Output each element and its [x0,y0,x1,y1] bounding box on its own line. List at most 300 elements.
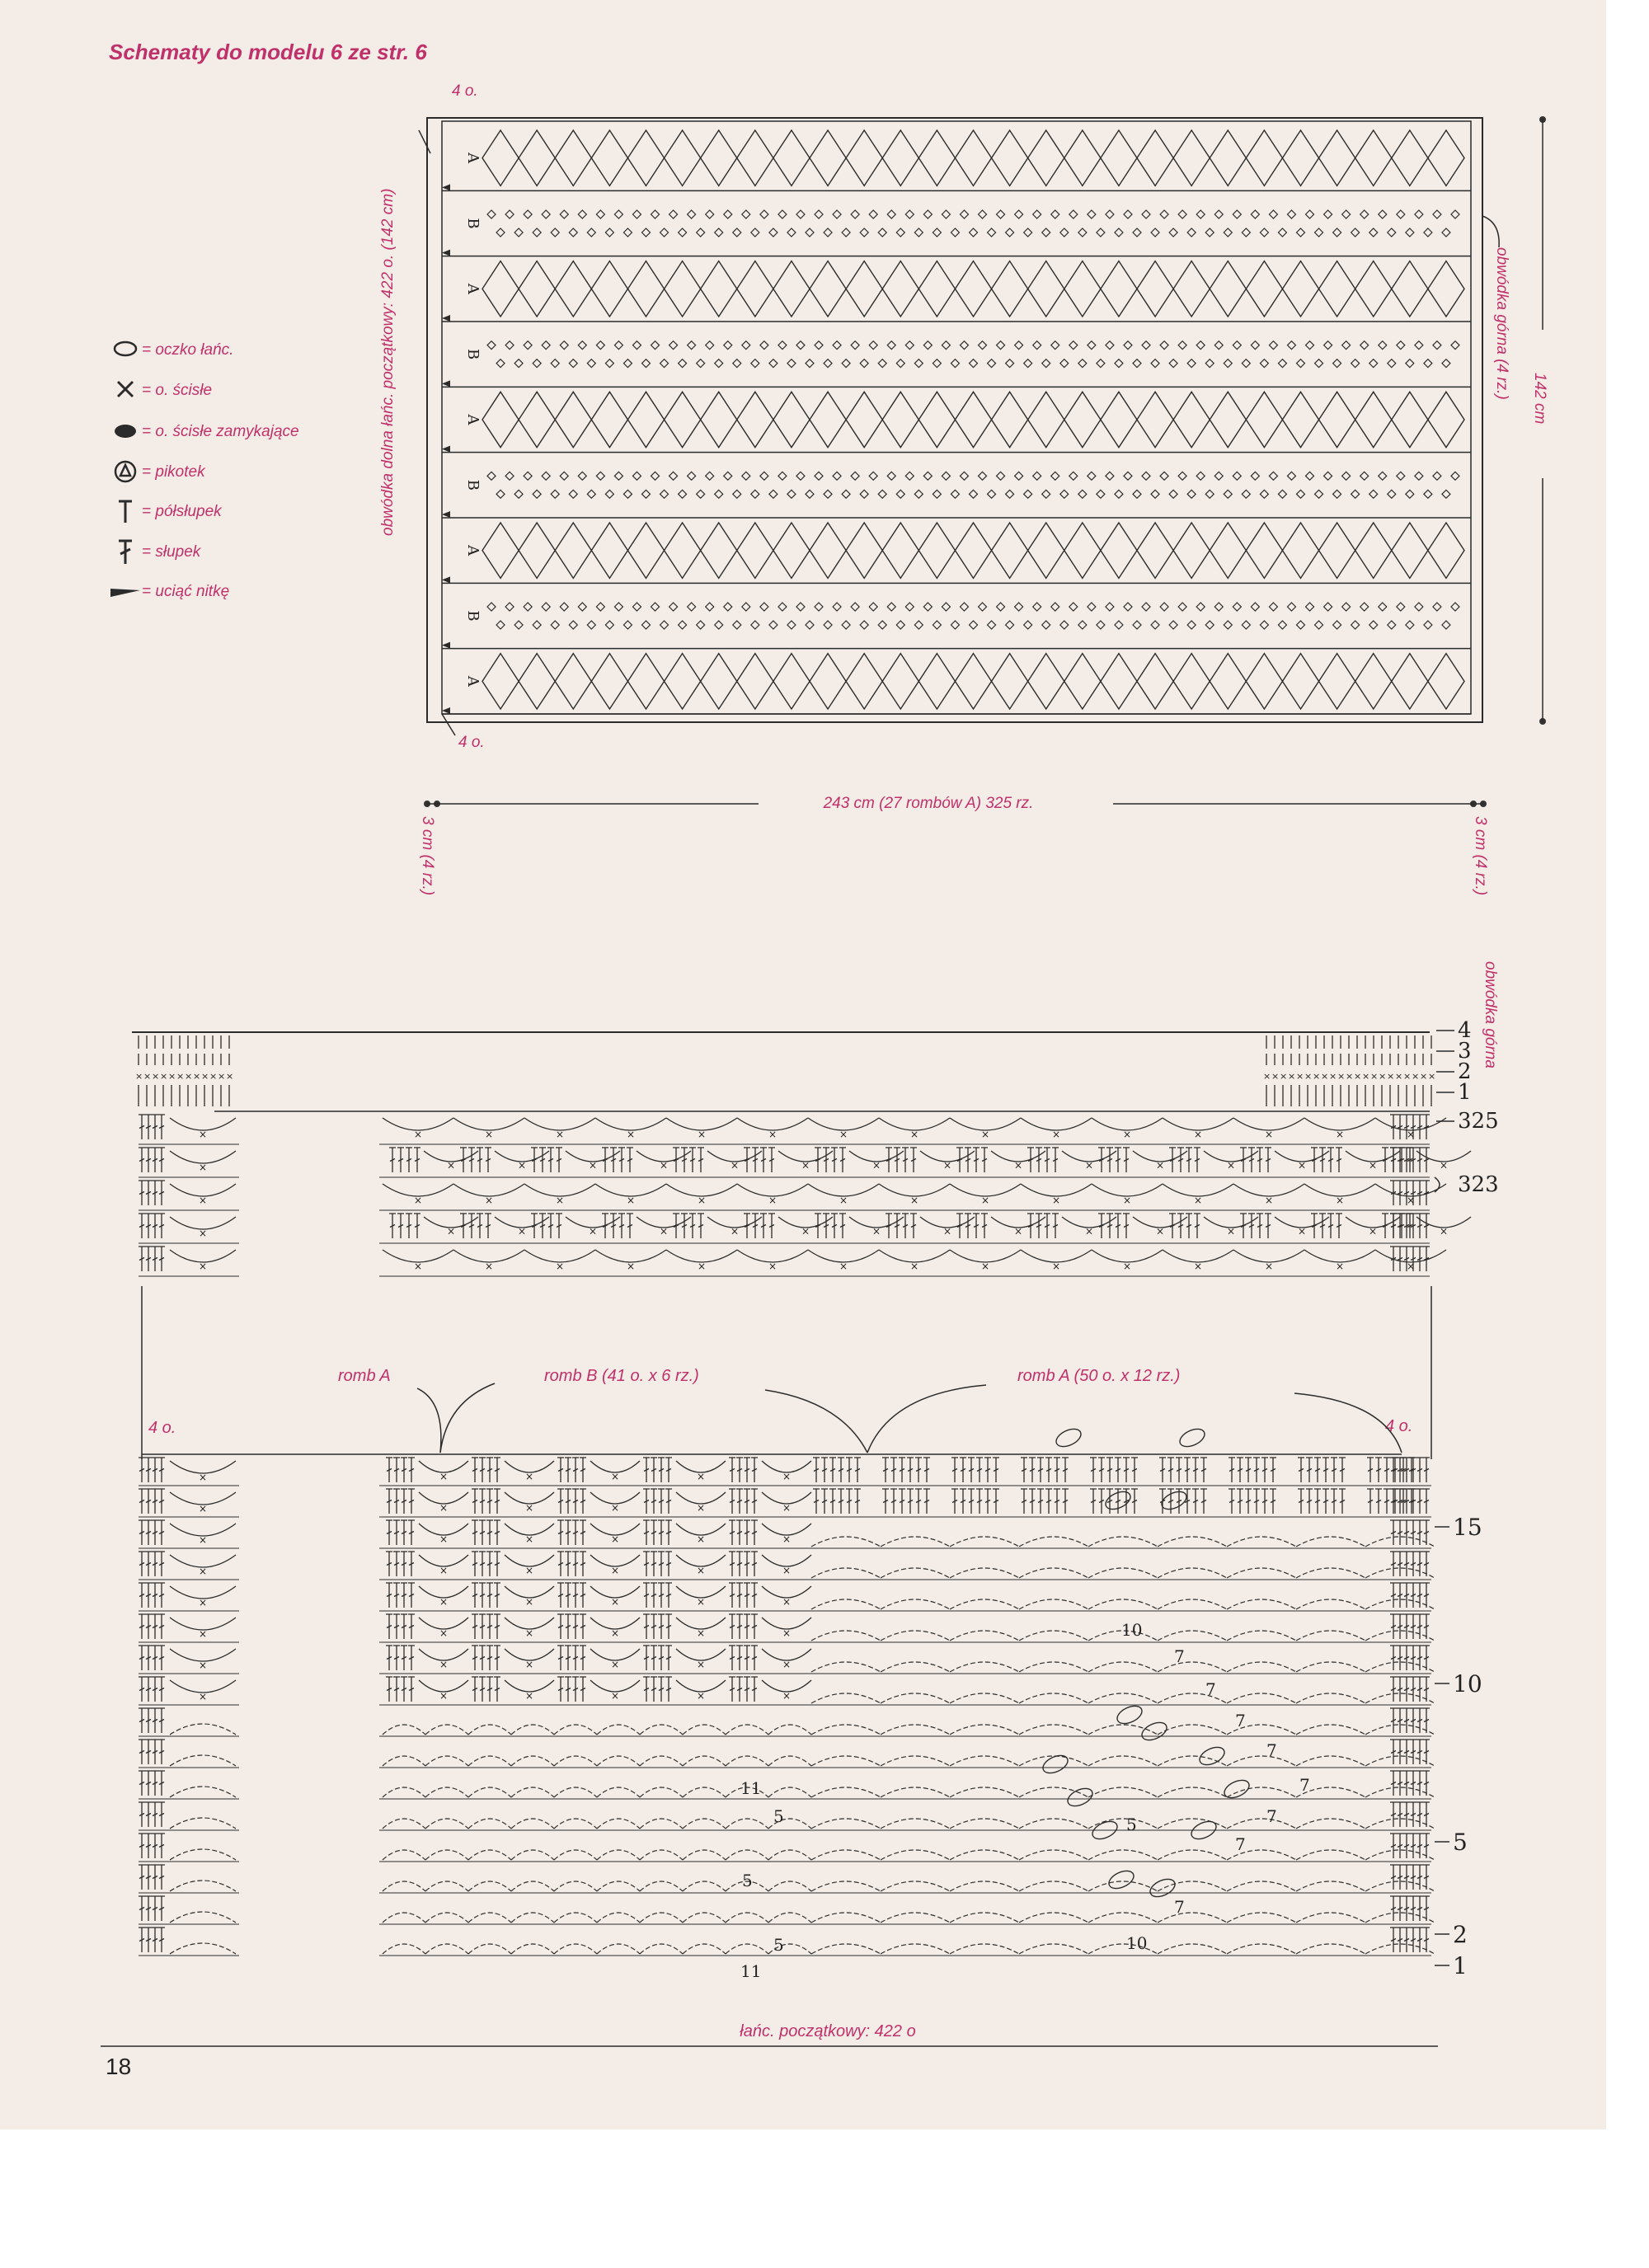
stitch-mark [468,1850,511,1860]
stitch-mark [401,1552,407,1576]
stitch-mark [1423,1148,1430,1172]
romb-b-pattern [1242,621,1250,629]
cut-thread-icon [110,589,140,597]
romb-b-pattern [669,210,678,218]
romb-b-pattern [1242,359,1250,368]
romb-b-pattern [796,341,805,350]
stitch-mark [472,1614,478,1639]
stitch-mark [572,1552,579,1576]
stitch-mark [397,1148,404,1172]
inner-number: 7 [1205,1679,1216,1699]
stitch-mark [557,1458,564,1482]
romb-b-pattern [979,341,987,350]
stitch-mark [1194,1148,1200,1172]
stitch-mark [894,1214,900,1238]
stitch-mark: × [839,1129,848,1140]
romb-b-pattern [860,228,868,237]
stitch-mark [494,1489,500,1514]
stitch-mark [1036,1214,1042,1238]
romb-b-pattern [632,472,641,480]
stitch-mark [683,1944,726,1954]
stitch-mark [838,1458,844,1482]
romb-b-pattern [1015,341,1023,350]
romb-b-pattern [1351,490,1360,498]
stitch-mark [726,1756,768,1766]
stitch-mark [158,1458,165,1482]
strip-arrow [442,576,450,583]
stitch-mark [597,1850,640,1860]
inner-number: 5 [742,1871,753,1890]
romb-b-pattern [923,210,932,218]
strip-arrow [442,315,450,322]
row-number: 325 [1458,1109,1499,1134]
stitch-mark [1227,1599,1296,1609]
stitch-mark [158,1677,165,1702]
romb-b-pattern [587,490,595,498]
romb-b-pattern [1388,228,1396,237]
romb-b-pattern [951,490,959,498]
stitch-mark: × [1052,1129,1061,1140]
stitch-mark [854,1458,861,1482]
detail-top-section [132,961,1499,1459]
stitch-mark [768,1756,811,1766]
stitch-mark: × [697,1470,706,1482]
stitch-mark [1416,1865,1423,1890]
stitch-mark [1184,1458,1191,1482]
legend-label: = pikotek [142,463,205,481]
romb-b-pattern [651,341,660,350]
stitch-mark [1390,1740,1397,1764]
stitch-mark [1245,1458,1252,1482]
stitch-mark [1416,1458,1423,1482]
stitch-mark: × [731,1225,740,1237]
romb-b-pattern [1133,621,1141,629]
romb-b-pattern [688,603,696,611]
leaf-mark [1054,1425,1084,1450]
stitch-mark [386,1552,392,1576]
romb-a-pattern [482,261,1464,317]
stitch-mark: × [439,1595,449,1608]
romb-b-pattern [1142,603,1150,611]
romb-b-pattern [614,210,622,218]
stitch-mark: × [1403,1071,1412,1082]
stitch-mark [1390,1771,1397,1796]
stitch-mark: × [1370,1071,1379,1082]
romb-b-pattern [524,603,532,611]
stitch-mark [811,1662,881,1672]
stitch-mark [145,1148,152,1172]
stitch-mark [993,1489,999,1514]
stitch-mark [950,1913,1019,1923]
stitch-mark [597,1787,640,1797]
stitch-mark [1088,1819,1158,1829]
stitch-mark [1158,1944,1227,1954]
stitch-mark: × [152,1071,160,1082]
stitch-mark [736,1458,743,1482]
romb-b-pattern [551,359,559,368]
stitch-mark [1115,1458,1121,1482]
romb-b-pattern [997,210,1005,218]
stitch-mark [486,1520,493,1545]
stitch-mark: × [1395,1071,1403,1082]
romb-b-pattern [860,621,868,629]
stitch-mark [393,1552,400,1576]
row-number: 5 [1453,1829,1468,1856]
stitch-mark [393,1677,400,1702]
leaf-mark [1222,1777,1252,1801]
stitch-mark [811,1787,881,1797]
stitch-mark [1403,1802,1410,1827]
romb-b-pattern [878,490,886,498]
stitch-mark [1322,1489,1329,1514]
stitch-mark [572,1614,579,1639]
stitch-mark [881,1599,950,1609]
romb-b-pattern [1278,228,1286,237]
stitch-mark [1306,1489,1313,1514]
romb-b-pattern [1360,210,1369,218]
romb-b-pattern [733,490,741,498]
stitch-mark: × [199,1228,208,1239]
stitch-mark [494,1583,500,1608]
stitch-mark [1200,1458,1207,1482]
romb-b-pattern [1051,210,1059,218]
stitch-mark [881,1662,950,1672]
stitch-mark: × [1440,1225,1449,1237]
stitch-mark [557,1552,564,1576]
stitch-mark [511,1913,554,1923]
romb-b-pattern [887,210,895,218]
stitch-mark [976,1458,983,1482]
inner-number: 10 [1121,1620,1143,1640]
romb-b-pattern [1142,341,1150,350]
stitch-mark [152,1552,158,1576]
stitch-mark [572,1489,579,1514]
romb-b-pattern [1369,359,1378,368]
stitch-mark [960,1458,966,1482]
romb-b-pattern [1333,228,1341,237]
stitch-mark [580,1614,586,1639]
stitch-mark [1410,1583,1416,1608]
stitch-mark [881,1881,950,1891]
stitch-mark [572,1458,579,1482]
romb-b-pattern [896,359,904,368]
stitch-mark [1227,1881,1296,1891]
stitch-mark [572,1520,579,1545]
stitch-mark: × [485,1261,494,1272]
stitch-mark: × [910,1195,919,1206]
stitch-mark [1194,1214,1200,1238]
stitch-mark: × [525,1533,534,1545]
stitch-mark: × [525,1627,534,1639]
stitch-mark [511,1819,554,1829]
stitch-mark [829,1458,836,1482]
stitch-mark [145,1802,152,1827]
romb-b-pattern [596,472,604,480]
stitch-mark: × [1280,1071,1288,1082]
stitch-mark [643,1552,650,1576]
romb-b-pattern [951,621,959,629]
stitch-mark [572,1677,579,1702]
romb-b-pattern [1133,490,1141,498]
stitch-mark: × [782,1501,792,1514]
stitch-mark [145,1583,152,1608]
stitch-mark: × [1387,1071,1395,1082]
stitch-mark: × [199,1261,208,1272]
stitch-mark [572,1583,579,1608]
romb-b-pattern [1205,490,1214,498]
romb-b-pattern [1233,603,1241,611]
stitch-mark [1403,1896,1410,1921]
romb-b-pattern [742,603,750,611]
romb-b-pattern [1278,490,1286,498]
stitch-mark [1416,1583,1423,1608]
romb-b-pattern [1333,359,1341,368]
stitch-mark [1019,1662,1088,1672]
stitch-mark: × [872,1159,881,1172]
inner-number: 5 [773,1935,784,1955]
romb-b-pattern [833,603,841,611]
romb-b-pattern [1169,621,1177,629]
stitch-mark: × [1407,1129,1416,1140]
stitch-mark [744,1614,750,1639]
stitch-mark [565,1677,571,1702]
romb-b-pattern [1233,472,1241,480]
romb-b-pattern [623,359,632,368]
stitch-mark [554,1819,597,1829]
stitch-mark: × [697,1658,706,1670]
stitch-mark: × [1321,1071,1329,1082]
romb-b-pattern [724,341,732,350]
romb-b-pattern [742,210,750,218]
stitch-mark [838,1489,844,1514]
legend-label: = uciąć nitkę [142,583,230,600]
stitch-mark [1314,1458,1321,1482]
romb-b-pattern [697,621,705,629]
romb-b-pattern [1115,359,1123,368]
stitch-mark [751,1458,758,1482]
stitch-mark [580,1646,586,1670]
stitch-mark [511,1756,554,1766]
stitch-mark [479,1677,486,1702]
romb-b-pattern [1015,603,1023,611]
strip-arrow [442,707,450,714]
romb-b-pattern [733,228,741,237]
romb-b-pattern [923,603,932,611]
stitch-mark [1098,1458,1105,1482]
stitch-mark [1416,1928,1423,1952]
stitch-mark [597,1944,640,1954]
stitch-mark [1397,1646,1403,1670]
romb-b-pattern [833,210,841,218]
stitch-mark [580,1520,586,1545]
romb-b-pattern [869,472,877,480]
romb-b-pattern [988,228,996,237]
stitch-mark: × [611,1564,620,1576]
romb-b-pattern [688,472,696,480]
stitch-mark: × [1123,1261,1132,1272]
stitch-mark [1245,1489,1252,1514]
romb-b-pattern [1033,603,1041,611]
stitch-mark [408,1677,415,1702]
romb-b-pattern [851,341,859,350]
stitch-mark [993,1458,999,1482]
romb-b-pattern [751,359,759,368]
stitch-mark [752,1148,759,1172]
stitch-mark [425,1850,468,1860]
stitch-mark [139,1115,145,1139]
stitch-mark [882,1458,889,1482]
stitch-mark [1403,1865,1410,1890]
romb-b-pattern [1306,472,1314,480]
stitch-mark [923,1489,930,1514]
stitch-mark [811,1631,881,1641]
stitch-mark: × [1265,1195,1274,1206]
romb-b-pattern [1415,210,1423,218]
stitch-mark [658,1489,665,1514]
stitch-mark [580,1677,586,1702]
stitch-mark [158,1148,165,1172]
romb-b-pattern [487,210,496,218]
romb-b-pattern [1024,621,1032,629]
romb-b-pattern [970,621,978,629]
stitch-mark [145,1646,152,1670]
stitch-mark: × [697,1533,706,1545]
romb-b-pattern [1214,603,1223,611]
stitch-mark [1227,1662,1296,1672]
stitch-mark [1416,1896,1423,1921]
romb-b-pattern [1406,228,1414,237]
stitch-mark [597,1819,640,1829]
stitch-mark [665,1552,672,1576]
stitch-mark [158,1646,165,1670]
romb-b-pattern [942,472,950,480]
stitch-mark: × [1412,1071,1420,1082]
stitch-mark [1088,1881,1158,1891]
stitch-mark [556,1148,562,1172]
romb-b-pattern [1069,341,1078,350]
romb-b-pattern [1151,359,1159,368]
stitch-mark [1410,1677,1416,1702]
stitch-mark [1227,1631,1296,1641]
stitch-mark [729,1489,735,1514]
romb-b-pattern [1033,210,1041,218]
stitch-mark [1158,1693,1227,1703]
romb-b-pattern [1115,490,1123,498]
stitch-mark [1416,1834,1423,1858]
stitch-mark [915,1458,922,1482]
stitch-mark [139,1865,145,1890]
stitch-mark [494,1520,500,1545]
stitch-mark [406,1214,412,1238]
romb-b-pattern [496,621,505,629]
stitch-mark [1019,1568,1088,1578]
inner-number: 7 [1266,1740,1277,1760]
stitch-mark [425,1913,468,1923]
romb-b-pattern [1106,341,1114,350]
stitch-mark [1416,1802,1423,1827]
stitch-mark [811,1537,881,1547]
stitch-mark [557,1677,564,1702]
romb-b-pattern [1196,341,1205,350]
stitch-mark: × [439,1627,449,1639]
stitch-mark [744,1489,750,1514]
stitch-mark [1397,1834,1403,1858]
row-number: 15 [1453,1514,1482,1541]
stitch-mark: × [782,1564,792,1576]
stitch-mark [1176,1458,1182,1482]
romb-b-pattern [760,210,768,218]
stitch-mark [881,1693,950,1703]
stitch-mark [1296,1881,1365,1891]
strip-arrow [442,380,450,387]
stitch-mark [486,1614,493,1639]
stitch-mark [145,1865,152,1890]
stitch-mark [170,1912,236,1923]
romb-b-pattern [1106,603,1114,611]
slip-stitch-icon [115,425,136,438]
stitch-mark [139,1802,145,1827]
romb-b-pattern [851,472,859,480]
stitch-mark [1403,1928,1410,1952]
stitch-mark [472,1489,478,1514]
stitch-mark: × [839,1195,848,1206]
romb-b-pattern [1397,472,1405,480]
leaf-mark [1115,1702,1145,1727]
stitch-mark [640,1850,683,1860]
stitch-mark [1336,1214,1342,1238]
romb-b-pattern [1379,341,1387,350]
stitch-mark [1397,1520,1403,1545]
romb-b-pattern [878,621,886,629]
corner-right-label: 4 o. [1385,1417,1413,1435]
romb-b-pattern [1078,359,1087,368]
romb-b-pattern [824,621,832,629]
romb-b-pattern [988,621,996,629]
romb-b-pattern [997,472,1005,480]
stitch-mark: × [1298,1225,1307,1237]
overview-schema [379,82,1548,895]
romb-b-pattern [1078,490,1087,498]
stitch-mark [557,1646,564,1670]
stitch-mark [1045,1458,1052,1482]
stitch-mark [1416,1646,1423,1670]
stitch-mark [881,1944,950,1954]
stitch-mark [744,1520,750,1545]
stitch-mark [170,1943,236,1954]
romb-b-pattern [596,341,604,350]
stitch-mark [950,1725,1019,1735]
inner-number: 7 [1174,1646,1185,1666]
inner-number: 10 [1126,1933,1148,1953]
romb-b-pattern [751,621,759,629]
romb-b-pattern [1224,359,1232,368]
romb-b-pattern [605,228,613,237]
stitch-mark: × [199,1162,208,1173]
stitch-mark [139,1148,145,1172]
stitch-mark [145,1520,152,1545]
stitch-mark [425,1944,468,1954]
romb-b-pattern [1033,341,1041,350]
stitch-mark [383,1881,425,1891]
romb-b-pattern [587,621,595,629]
stitch-mark [643,1583,650,1608]
stitch-mark: × [199,1597,208,1608]
stitch-mark [981,1148,988,1172]
stitch-mark: × [1440,1159,1449,1172]
stitch-mark [881,1631,950,1641]
stitch-mark: × [1362,1071,1370,1082]
stitch-mark [681,1214,688,1238]
